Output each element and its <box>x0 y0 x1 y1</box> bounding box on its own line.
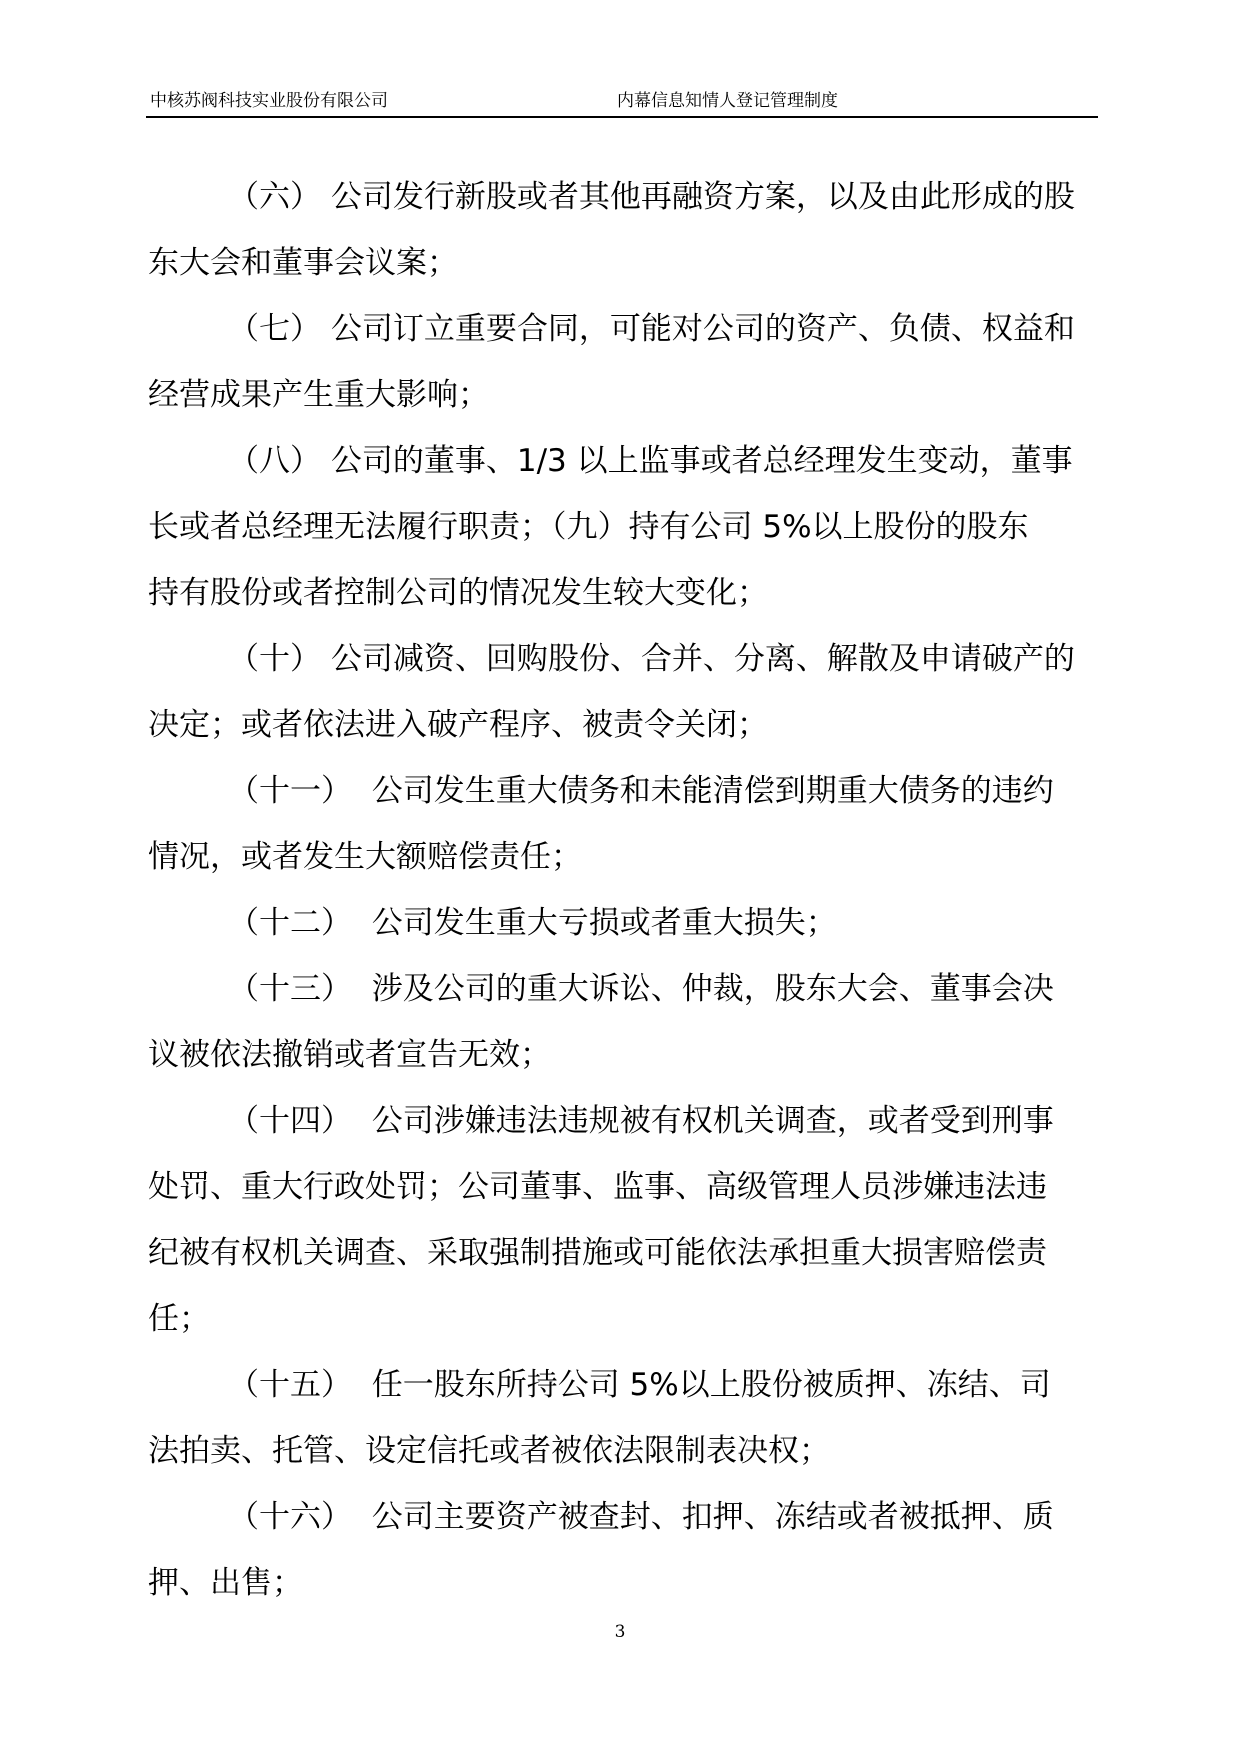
clause-line: 决定；或者依法进入破产程序、被责令关闭； <box>148 707 768 743</box>
clause-item <box>148 758 1128 890</box>
clause-line: （八） 公司的董事、1/3 以上监事或者总经理发生变动，董事 <box>228 443 1073 479</box>
clause-line: （十五） 任一股东所持公司 5%以上股份被质押、冻结、司 <box>228 1367 1051 1403</box>
clause-line: （十三） 涉及公司的重大诉讼、仲裁，股东大会、董事会决 <box>228 971 1054 1007</box>
clause-line: 纪被有权机关调查、采取强制措施或可能依法承担重大损害赔偿责 <box>148 1235 1047 1271</box>
clause-line: （六） 公司发行新股或者其他再融资方案，以及由此形成的股 <box>228 179 1075 215</box>
clause-line: 押、出售； <box>148 1565 303 1601</box>
clause-line: （十四） 公司涉嫌违法违规被有权机关调查，或者受到刑事 <box>228 1103 1054 1139</box>
clause-line: （十） 公司减资、回购股份、合并、分离、解散及申请破产的 <box>228 641 1075 677</box>
page-number: 3 <box>614 1622 626 1642</box>
clause-line: （十二） 公司发生重大亏损或者重大损失； <box>228 905 837 941</box>
clause-line: （七） 公司订立重要合同，可能对公司的资产、负债、权益和 <box>228 311 1075 347</box>
clause-line: （十一） 公司发生重大债务和未能清偿到期重大债务的违约 <box>228 773 1054 809</box>
document-body <box>148 164 1128 1616</box>
page-header <box>146 88 1098 118</box>
clause-item <box>148 1352 1128 1484</box>
clause-line: 长或者总经理无法履行职责；（九）持有公司 5%以上股份的股东 <box>148 509 1029 545</box>
clause-item <box>148 956 1128 1088</box>
header-document-title: 内幕信息知情人登记管理制度 <box>617 91 838 111</box>
clause-item <box>148 626 1128 758</box>
clause-item <box>148 428 1128 626</box>
clause-line: 经营成果产生重大影响； <box>148 377 489 413</box>
header-company-name: 中核苏阀科技实业股份有限公司 <box>150 91 388 111</box>
clause-item <box>148 1088 1128 1352</box>
clause-line: 持有股份或者控制公司的情况发生较大变化； <box>148 575 768 611</box>
clause-line: 东大会和董事会议案； <box>148 245 458 281</box>
clause-line: 法拍卖、托管、设定信托或者被依法限制表决权； <box>148 1433 830 1469</box>
clause-line: 任； <box>148 1301 210 1337</box>
clause-item <box>148 296 1128 428</box>
clause-line: 处罚、重大行政处罚；公司董事、监事、高级管理人员涉嫌违法违 <box>148 1169 1047 1205</box>
clause-item <box>148 890 1128 956</box>
clause-line: 情况，或者发生大额赔偿责任； <box>148 839 582 875</box>
clause-item <box>148 1484 1128 1616</box>
clause-item <box>148 164 1128 296</box>
clause-line: 议被依法撤销或者宣告无效； <box>148 1037 551 1073</box>
clause-line: （十六） 公司主要资产被查封、扣押、冻结或者被抵押、质 <box>228 1499 1054 1535</box>
